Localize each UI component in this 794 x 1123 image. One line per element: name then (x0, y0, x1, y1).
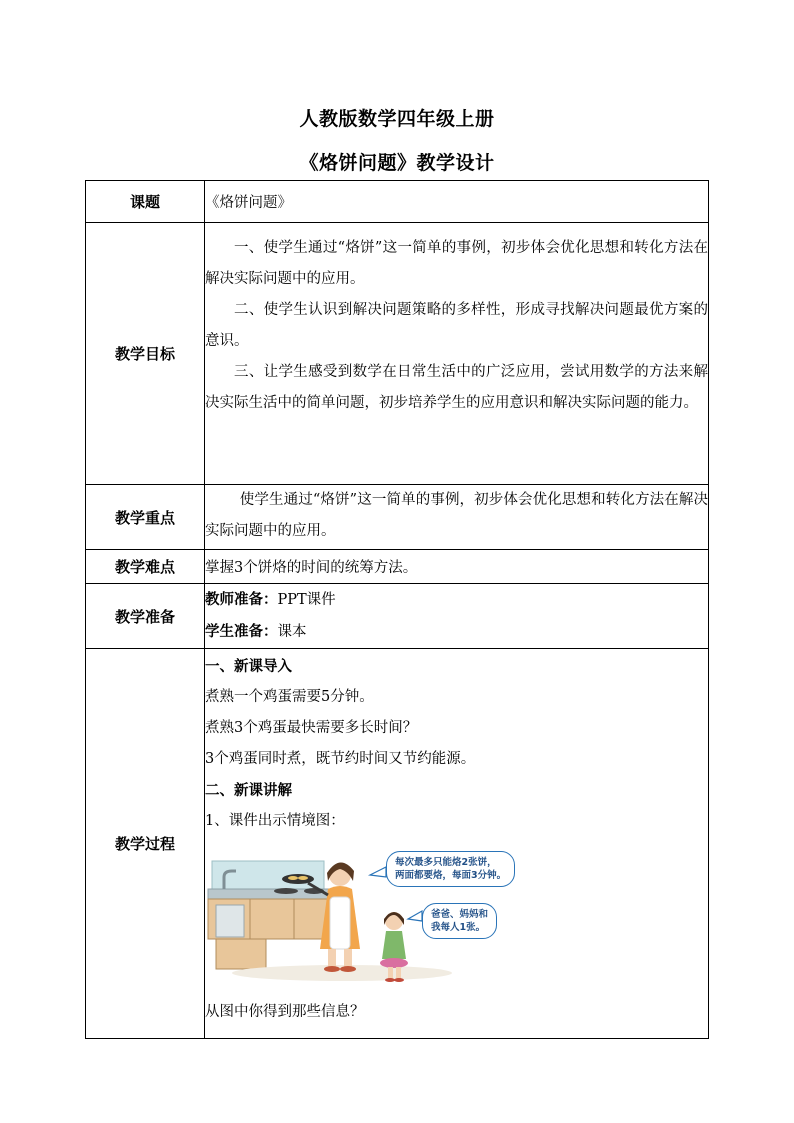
row-preparation (86, 584, 709, 649)
bubble-line: 两面都要烙，每面3分钟。 (395, 870, 507, 881)
teacher-prep (205, 584, 708, 616)
row-goals (86, 223, 709, 485)
teacher-prep-value: PPT课件 (277, 592, 336, 608)
bubble-line: 爸爸、妈妈和 (431, 909, 489, 920)
process-line: 煮熟一个鸡蛋需要5分钟。 (205, 689, 374, 705)
difficulty-label: 教学难点 (86, 550, 205, 584)
process-label: 教学过程 (86, 649, 205, 1039)
section-heading: 二、新课讲解 (205, 782, 292, 799)
goal-item: 二、使学生认识到解决问题策略的多样性，形成寻找解决问题最优方案的意识。 (205, 302, 708, 349)
difficulty-text: 掌握3个饼烙的时间的统筹方法。 (205, 550, 709, 584)
girl-speech-bubble (422, 903, 497, 939)
lesson-plan-table (85, 180, 709, 1039)
row-topic (86, 181, 709, 223)
bubble-line: 我每人1张。 (431, 922, 486, 933)
prep-label: 教学准备 (86, 584, 205, 649)
process-line: 煮熟3个鸡蛋最快需要多长时间？ (205, 720, 418, 736)
goal-item: 三、让学生感受到数学在日常生活中的广泛应用，尝试用数学的方法来解决实际生活中的简单问题，初步培养学生的应用意识和解决实际问题的能力。 (205, 364, 708, 411)
student-prep-label: 学生准备： (205, 623, 278, 640)
process-content (205, 649, 709, 1039)
key-content (205, 485, 709, 550)
key-text: 使学生通过“烙饼”这一简单的事例，初步体会优化思想和转化方法在解决实际问题中的应用。 (205, 492, 708, 539)
student-prep (205, 616, 708, 648)
mother-speech-bubble (386, 851, 515, 887)
goals-content (205, 223, 709, 485)
goal-item: 一、使学生通过“烙饼”这一简单的事例，初步体会优化思想和转化方法在解决实际问题中的应用。 (205, 240, 708, 287)
topic-label: 课题 (86, 181, 205, 223)
goals-label: 教学目标 (86, 223, 205, 485)
student-prep-value: 课本 (277, 624, 307, 640)
bubble-line: 每次最多只能烙2张饼， (395, 857, 497, 868)
section-heading: 一、新课导入 (205, 658, 292, 675)
process-line: 3个鸡蛋同时煮，既节约时间又节约能源。 (205, 751, 476, 767)
document-subtitle: 《烙饼问题》教学设计 (299, 152, 495, 174)
teacher-prep-label: 教师准备： (205, 591, 278, 608)
row-process (86, 649, 709, 1039)
row-difficulty (86, 550, 709, 584)
key-label: 教学重点 (86, 485, 205, 550)
process-step: 1、课件出示情境图： (205, 813, 345, 829)
prep-content (205, 584, 709, 649)
scenario-illustration (202, 845, 522, 991)
document-title: 人教版数学四年级上册 (299, 108, 495, 130)
row-key-points (86, 485, 709, 550)
topic-value: 《烙饼问题》 (205, 181, 709, 223)
process-question: 从图中你得到那些信息？ (205, 1004, 365, 1020)
